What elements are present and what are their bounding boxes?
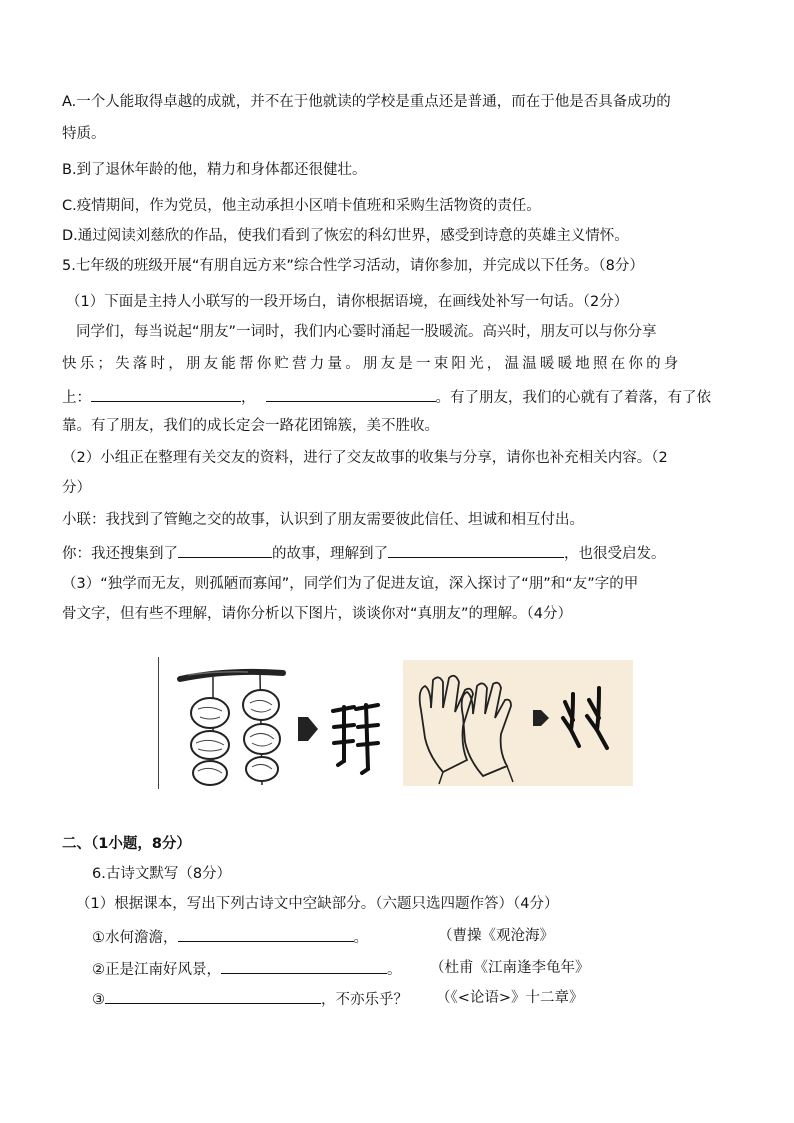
recite-1-end: 。 — [353, 930, 368, 946]
oracle-bone-figure — [158, 657, 638, 789]
hands-to-you-icon — [403, 660, 633, 786]
recite-blank-1[interactable] — [178, 926, 354, 942]
recite-1-source: （曹操《观沧海》 — [438, 928, 554, 944]
question-5-title: 5.七年级的班级开展“有朋自远方来”综合性学习活动，请你参加，并完成以下任务。（8分） — [62, 258, 644, 274]
opening-para-line3 — [62, 386, 711, 408]
option-b: B.到了退休年龄的他，精力和身体都还很健壮。 — [62, 162, 367, 178]
opening-para-line2-text: 快乐；失落时，朋友能帮你贮营力量。朋友是一束阳光，温温暖暖地照在你的身 — [62, 356, 682, 372]
opening-para-line2 — [62, 354, 728, 374]
xiaolian-answer: 小联：我找到了管鲍之交的故事，认识到了朋友需要彼此信任、坦诚和相互付出。 — [62, 512, 584, 528]
opening-para-line1: 同学们，每当说起“朋友”一词时，我们内心霎时涌起一股暖流。高兴时，朋友可以与你分享 — [76, 324, 657, 340]
recite-row-2 — [92, 958, 402, 980]
recite-2-start: ②正是江南好风景， — [92, 962, 221, 978]
understanding-blank[interactable] — [388, 542, 564, 558]
your-answer-end: ，也很受启发。 — [564, 546, 666, 562]
recite-2-source: （杜甫《江南逢李龟年》 — [430, 960, 590, 976]
question-5-3-line1: （3）“独学而无友，则孤陋而寡闻”，同学们为了促进友谊，深入探讨了“朋”和“友”字的甲 — [62, 576, 639, 592]
question-5-1: （1）下面是主持人小联写的一段开场白，请你根据语境，在画线处补写一句话。（2分） — [66, 294, 629, 310]
recite-3-start: ③ — [92, 992, 105, 1008]
question-5-2-line2: 分） — [62, 480, 91, 496]
peng-character-illustration — [158, 657, 398, 789]
question-6-1: （1）根据课本，写出下列古诗文中空缺部分。（六题只选四题作答）（4分） — [76, 896, 559, 912]
question-5-2-line1: （2）小组正在整理有关交友的资料，进行了交友故事的收集与分享，请你也补充相关内容。（2 — [62, 450, 668, 466]
recite-2-end: 。 — [387, 962, 402, 978]
recite-blank-3[interactable] — [105, 988, 321, 1004]
story-blank[interactable] — [178, 542, 272, 558]
recite-3-source: （《<论语>》十二章》 — [436, 990, 584, 1006]
option-d: D.通过阅读刘慈欣的作品，使我们看到了恢宏的科幻世界，感受到诗意的英雄主义情怀。 — [62, 228, 629, 244]
fill-blank-2[interactable] — [266, 386, 436, 402]
figure-left-border — [158, 657, 159, 789]
recite-1-start: ①水何澹澹， — [92, 930, 178, 946]
recite-3-end: ，不亦乐乎？ — [321, 992, 408, 1008]
recite-blank-2[interactable] — [221, 958, 387, 974]
question-5-3-line2: 骨文字，但有些不理解，请你分析以下图片，谈谈你对“真朋友”的理解。（4分） — [62, 606, 572, 622]
option-a-line2: 特质。 — [62, 126, 106, 142]
shells-to-peng-icon — [158, 657, 398, 789]
you-character-illustration — [403, 660, 633, 786]
section-2-title: 二、（1小题，8分） — [62, 836, 191, 852]
option-a-line1: A.一个人能取得卓越的成就，并不在于他就读的学校是重点还是普通，而在于他是否具备成功的 — [62, 94, 671, 110]
opening-para-line3-end: 。有了朋友，我们的心就有了着落，有了依 — [435, 390, 711, 406]
opening-para-comma: ， — [241, 390, 256, 406]
option-c: C.疫情期间，作为党员，他主动承担小区哨卡值班和采购生活物资的责任。 — [62, 198, 541, 214]
recite-row-3 — [92, 988, 408, 1010]
fill-blank-1[interactable] — [91, 386, 241, 402]
opening-para-line3-start: 上： — [62, 390, 91, 406]
your-answer-start: 你：我还搜集到了 — [62, 546, 178, 562]
your-answer-line — [62, 542, 666, 564]
question-6-title: 6.古诗文默写（8分） — [92, 866, 232, 882]
recite-row-1 — [92, 926, 368, 948]
your-answer-mid: 的故事，理解到了 — [272, 546, 388, 562]
arrow-icon — [298, 717, 318, 741]
opening-para-line4: 靠。有了朋友，我们的成长定会一路花团锦簇，美不胜收。 — [62, 418, 439, 434]
arrow-icon — [533, 710, 549, 726]
